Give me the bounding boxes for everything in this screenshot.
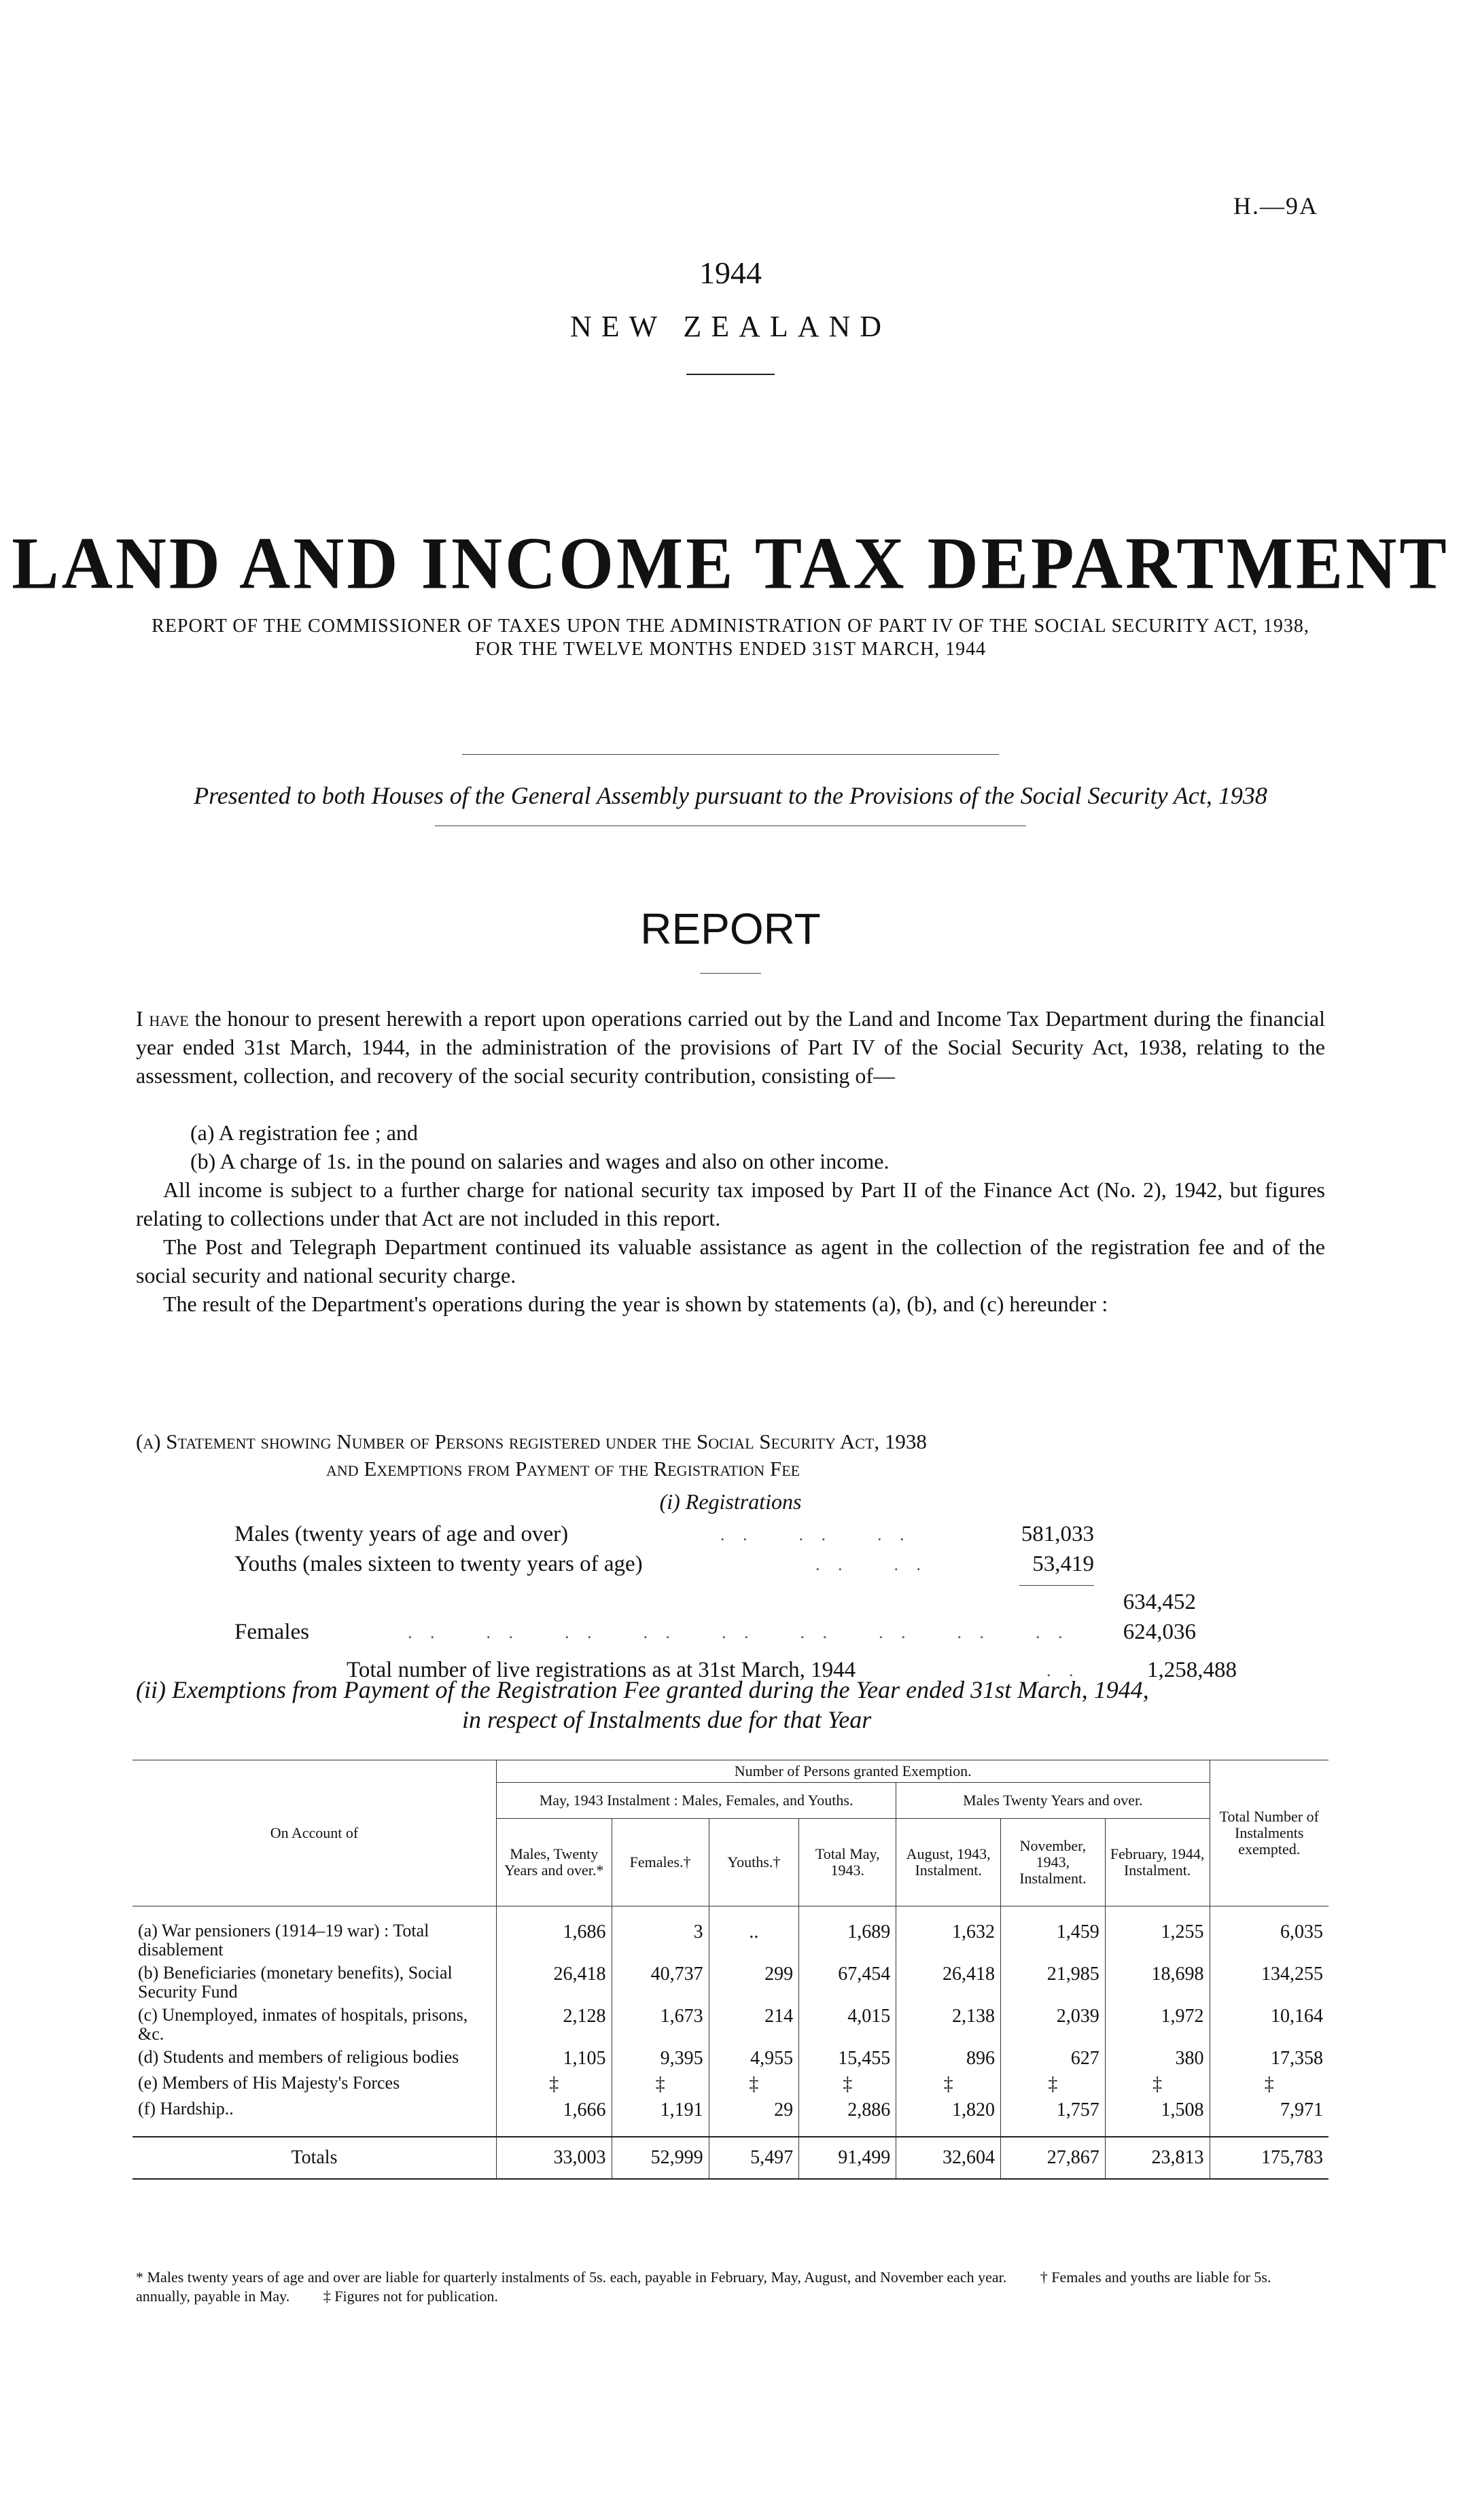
cell: 1,508 — [1105, 2097, 1210, 2137]
cell: 1,105 — [496, 2046, 612, 2072]
document-reference: H.—9A — [1233, 192, 1318, 219]
statement-a-title — [136, 1428, 1325, 1483]
col-may-header: May, 1943 Instalment : Males, Females, and Youths. — [496, 1783, 896, 1819]
cell: 1,689 — [799, 1906, 896, 1962]
total-cell: 175,783 — [1210, 2137, 1328, 2179]
exemptions-title — [136, 1675, 1325, 1735]
row-label: (a) War pensioners (1914–19 war) : Total disablement — [138, 1921, 429, 1959]
table-row — [133, 1906, 1328, 1962]
total-registrations-value: 1,258,488 — [1147, 1658, 1237, 1682]
cell: 1,757 — [1001, 2097, 1106, 2137]
cell: 1,632 — [896, 1906, 1001, 1962]
cell: 1,686 — [496, 1906, 612, 1962]
table-row — [133, 2046, 1328, 2072]
statement-a-title-line2: and Exemptions from Payment of the Registration Fee — [326, 1457, 800, 1480]
report-heading: REPORT — [640, 904, 821, 953]
cell: ‡ — [1105, 2072, 1210, 2097]
col-females-header: Females.† — [612, 1819, 709, 1906]
totals-row — [133, 2137, 1328, 2179]
youths-value: 53,419 — [1032, 1552, 1094, 1576]
cell: 2,128 — [496, 2004, 612, 2046]
row-label: (c) Unemployed, inmates of hospitals, prisons, &c. — [138, 2005, 468, 2044]
col-account-header: On Account of — [133, 1760, 496, 1906]
intro-text: the honour to present herewith a report upon operations carried out by the Land and Income Tax Department during the financial year ended 31st March, 1944, in the administration of the provisions of Part IV of the Social Security Act, 1938, relating to the assessment, collection, and recovery of the social security contribution, consisting of— — [136, 1006, 1326, 1088]
col-feb-header: February, 1944, Instalment. — [1105, 1819, 1210, 1906]
report-subtitle: REPORT OF THE COMMISSIONER OF TAXES UPON THE ADMINISTRATION OF PART IV OF THE SOCIAL SECURITY ACT, 1938, FOR THE TWELVE MONTHS ENDED 31ST MARCH, 1944 — [152, 616, 1309, 660]
total-cell: 91,499 — [799, 2137, 896, 2179]
cell: 10,164 — [1210, 2004, 1328, 2046]
document-year: 1944 — [699, 255, 762, 290]
table-row — [133, 2004, 1328, 2046]
cell: 627 — [1001, 2046, 1106, 2072]
row-label: (f) Hardship.. — [138, 2099, 234, 2118]
divider — [1019, 1585, 1094, 1586]
col-aug-header: August, 1943, Instalment. — [896, 1819, 1001, 1906]
cell: 15,455 — [799, 2046, 896, 2072]
leader-dots: . . — [1046, 1661, 1080, 1680]
cell: 214 — [709, 2004, 799, 2046]
total-registrations-label: Total number of live registrations as at 31st March, 1944 — [347, 1658, 856, 1682]
totals-label: Totals — [133, 2137, 496, 2179]
cell: 134,255 — [1210, 1962, 1328, 2004]
paragraph-3: The Post and Telegraph Department continued its valuable assistance as agent in the collection of the registration fee and of the social security and national security charge. — [136, 1235, 1325, 1288]
cell: 3 — [612, 1906, 709, 1962]
footnote-2: † Females and youths are liable for 5s. annually, payable in May. — [136, 2269, 1271, 2305]
table-row — [133, 1962, 1328, 2004]
total-cell: 27,867 — [1001, 2137, 1106, 2179]
cell: 26,418 — [896, 1962, 1001, 2004]
cell: .. — [709, 1906, 799, 1962]
exemptions-title-line1: (ii) Exemptions from Payment of the Registration Fee granted during the Year ended 31st March, 1944, — [136, 1676, 1149, 1703]
col-total-instalments-header: Total Number of Instalments exempted. — [1210, 1760, 1328, 1906]
males-label: Males (twenty years of age and over) — [234, 1522, 569, 1546]
table-row — [133, 2072, 1328, 2097]
paragraph-4: The result of the Department's operations during the year is shown by statements (a), (b), and (c) hereunder : — [163, 1292, 1108, 1316]
total-cell: 23,813 — [1105, 2137, 1210, 2179]
footnote-3: ‡ Figures not for publication. — [323, 2288, 498, 2305]
subtotal-value: 634,452 — [1123, 1590, 1196, 1614]
divider — [686, 374, 775, 375]
cell: 21,985 — [1001, 1962, 1106, 2004]
cell: ‡ — [496, 2072, 612, 2097]
cell: ‡ — [896, 2072, 1001, 2097]
cell: 26,418 — [496, 1962, 612, 2004]
exemptions-title-line2: in respect of Instalments due for that Year — [462, 1706, 872, 1733]
registrations-subheading: (i) Registrations — [659, 1489, 802, 1514]
col-males-header: Males, Twenty Years and over.* — [496, 1819, 612, 1906]
intro-paragraph — [136, 1004, 1325, 1090]
col-males20-header: Males Twenty Years and over. — [896, 1783, 1210, 1819]
col-total-may-header: Total May, 1943. — [799, 1819, 896, 1906]
page-title: LAND AND INCOME TAX DEPARTMENT — [12, 522, 1449, 605]
leader-dots: . . . . . . — [720, 1525, 911, 1544]
leader-dots: . . . . — [815, 1555, 928, 1574]
cell: 896 — [896, 2046, 1001, 2072]
paragraph-2: All income is subject to a further charge for national security tax imposed by Part II of the Finance Act (No. 2), 1942, but figures relating to collections under that Act are not included in this report. — [136, 1177, 1325, 1230]
cell: 40,737 — [612, 1962, 709, 2004]
row-label: (b) Beneficiaries (monetary benefits), Social Security Fund — [138, 1963, 453, 2002]
females-value: 624,036 — [1123, 1620, 1196, 1644]
cell: 4,955 — [709, 2046, 799, 2072]
cell: 6,035 — [1210, 1906, 1328, 1962]
col-group-header: Number of Persons granted Exemption. — [496, 1760, 1210, 1783]
country-heading: NEW ZEALAND — [569, 310, 892, 343]
col-nov-header: November, 1943, Instalment. — [1001, 1819, 1106, 1906]
cell: 2,886 — [799, 2097, 896, 2137]
footnotes — [136, 2268, 1325, 2306]
divider — [700, 973, 761, 974]
item-b: (b) A charge of 1s. in the pound on salaries and wages and also on other income. — [190, 1149, 890, 1173]
footnote-1: * Males twenty years of age and over are liable for quarterly instalments of 5s. each, payable in February, May, August, and November each year. — [136, 2269, 1007, 2286]
cell: 1,191 — [612, 2097, 709, 2137]
females-label: Females — [234, 1620, 309, 1644]
cell: 2,039 — [1001, 2004, 1106, 2046]
divider — [462, 754, 999, 755]
row-label: (d) Students and members of religious bodies — [138, 2047, 459, 2067]
item-a: (a) A registration fee ; and — [190, 1120, 418, 1145]
cell: 1,673 — [612, 2004, 709, 2046]
intro-lead: I have — [136, 1006, 189, 1031]
cell: 2,138 — [896, 2004, 1001, 2046]
cell: 18,698 — [1105, 1962, 1210, 2004]
cell: 299 — [709, 1962, 799, 2004]
cell: 380 — [1105, 2046, 1210, 2072]
total-cell: 32,604 — [896, 2137, 1001, 2179]
col-youths-header: Youths.† — [709, 1819, 799, 1906]
cell: 4,015 — [799, 2004, 896, 2046]
table-header-row — [133, 1760, 1328, 1783]
cell: ‡ — [799, 2072, 896, 2097]
cell: ‡ — [709, 2072, 799, 2097]
youths-label: Youths (males sixteen to twenty years of age) — [234, 1552, 643, 1576]
leader-dots: . . . . . . . . . . . . . . . . . . — [408, 1622, 1070, 1642]
cell: ‡ — [612, 2072, 709, 2097]
males-value: 581,033 — [1021, 1522, 1094, 1546]
cell: 17,358 — [1210, 2046, 1328, 2072]
cell: 7,971 — [1210, 2097, 1328, 2137]
cell: 1,459 — [1001, 1906, 1106, 1962]
row-label: (e) Members of His Majesty's Forces — [138, 2073, 400, 2093]
cell: ‡ — [1210, 2072, 1328, 2097]
exemptions-table — [133, 1760, 1328, 2180]
total-cell: 52,999 — [612, 2137, 709, 2179]
cell: 9,395 — [612, 2046, 709, 2072]
cell: 29 — [709, 2097, 799, 2137]
cell: 1,255 — [1105, 1906, 1210, 1962]
total-cell: 5,497 — [709, 2137, 799, 2179]
cell: ‡ — [1001, 2072, 1106, 2097]
cell: 1,972 — [1105, 2004, 1210, 2046]
table-row — [133, 2097, 1328, 2137]
cell: 67,454 — [799, 1962, 896, 2004]
statement-a-title-line1: (a) Statement showing Number of Persons registered under the Social Security Act, 1938 — [136, 1430, 927, 1453]
cell: 1,820 — [896, 2097, 1001, 2137]
presented-line: Presented to both Houses of the General Assembly pursuant to the Provisions of the Social Security Act, 1938 — [194, 782, 1267, 809]
cell: 1,666 — [496, 2097, 612, 2137]
total-cell: 33,003 — [496, 2137, 612, 2179]
